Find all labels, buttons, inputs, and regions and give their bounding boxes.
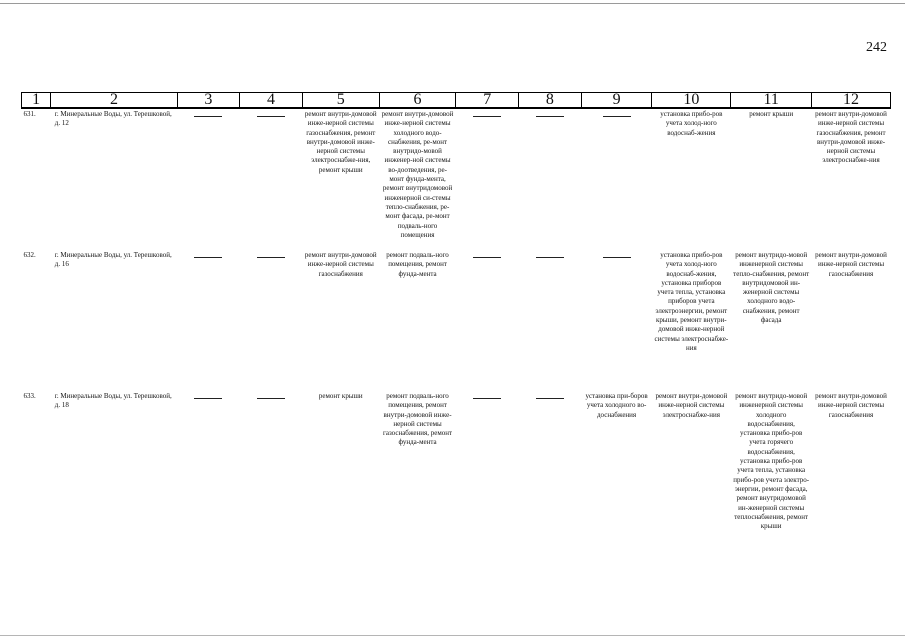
empty-dash (473, 116, 501, 117)
table-cell (519, 250, 582, 391)
table-cell: ремонт внутри-домовой инже-нерной системы газоснабжения (304, 251, 377, 278)
column-header: 3 (177, 93, 240, 109)
table-row (22, 391, 891, 531)
row-number: 632. (23, 251, 36, 259)
works-table (21, 92, 891, 531)
empty-dash (194, 116, 222, 117)
table-cell: установка прибо-ров учета холод-ного водоснаб-жения, установка приборов учета тепла, установка приборов учета электроэнергии, ремонт крыши, ремонт внутри-домовой инже-нерной системы электроснабже-ния (654, 251, 729, 352)
column-header: 6 (379, 93, 456, 109)
row-number: 631. (23, 110, 36, 118)
table-cell (519, 108, 582, 250)
table-cell (519, 391, 582, 531)
table-cell: ремонт внутри-домовой инже-нерной системы газоснабжения, ремонт внутри-домовой инже-нерной системы электроснабже-ния (815, 110, 887, 165)
row-number: 633. (23, 392, 36, 400)
table-cell (456, 391, 519, 531)
top-rule (0, 3, 905, 4)
empty-dash (194, 398, 222, 399)
table-row (22, 250, 891, 391)
empty-dash (473, 398, 501, 399)
empty-dash (536, 116, 564, 117)
empty-dash (257, 398, 285, 399)
empty-dash (194, 257, 222, 258)
column-header: 1 (22, 93, 51, 109)
address-cell: г. Минеральные Воды, ул. Терешковой, д. 16 (54, 251, 172, 269)
table-cell: ремонт внутри-домовой инже-нерной системы газоснабжения, ремонт внутри-домовой инже-нерной системы электроснабже-ния, ремонт крыши (304, 110, 377, 174)
empty-dash (603, 257, 631, 258)
table-cell: ремонт внутри-домовой инже-нерной системы газоснабжения (815, 251, 887, 278)
column-header: 11 (731, 93, 812, 109)
table-cell (456, 250, 519, 391)
empty-dash (257, 116, 285, 117)
table-cell (240, 391, 303, 531)
column-header: 5 (302, 93, 379, 109)
table-row (22, 108, 891, 250)
column-header: 10 (652, 93, 731, 109)
empty-dash (257, 257, 285, 258)
column-header: 2 (51, 93, 177, 109)
empty-dash (536, 257, 564, 258)
column-header: 8 (519, 93, 582, 109)
column-header: 7 (456, 93, 519, 109)
table-cell: установка прибо-ров учета холод-ного водоснаб-жения (660, 110, 723, 137)
empty-dash (536, 398, 564, 399)
table-cell (240, 250, 303, 391)
table-cell: ремонт крыши (318, 392, 363, 400)
table-cell: ремонт внутри-домовой инже-нерной системы газоснабжения (815, 392, 887, 419)
column-header: 12 (812, 93, 891, 109)
header-row (22, 93, 891, 109)
table-cell (240, 108, 303, 250)
table-cell: ремонт внутри-домовой инже-нерной системы электроснабже-ния (655, 392, 728, 419)
empty-dash (473, 257, 501, 258)
table-cell (177, 250, 240, 391)
table-cell: ремонт подваль-ного помещения, ремонт внутри-домовой инже-нерной системы газоснабжения, ремонт фунда-мента (382, 392, 453, 447)
table-cell: ремонт подваль-ного помещения, ремонт фунда-мента (386, 251, 449, 278)
table-cell (177, 391, 240, 531)
table-cell: ремонт крыши (749, 110, 794, 118)
empty-dash (603, 116, 631, 117)
table-cell: ремонт внутридо-мовой инженерной системы холодного водоснабжения, установка прибо-ров учета горячего водоснабжения, установка прибо-ров учета тепла, установка прибо-ров учета электро-энергии, ремонт фасада, ремонт внутридомовой ин-женерной системы теплоснабжения, ремонт крыши (733, 392, 810, 531)
table-cell: установка при-боров учета холодного во-доснабжения (585, 392, 648, 419)
table-cell (456, 108, 519, 250)
address-cell: г. Минеральные Воды, ул. Терешковой, д. 12 (54, 110, 172, 128)
bottom-rule (0, 635, 905, 636)
column-header: 9 (581, 93, 652, 109)
table-cell (177, 108, 240, 250)
table-cell (581, 108, 652, 250)
table-cell (581, 250, 652, 391)
column-header: 4 (240, 93, 303, 109)
address-cell: г. Минеральные Воды, ул. Терешковой, д. 18 (54, 392, 172, 410)
table-cell: ремонт внутри-домовой инже-нерной системы холодного водо-снабжения, ре-монт внутридо-мовой инженер-ной системы во-доотведения, ре-монт фунда-мента, ремонт внутридомовой инженерной си-стемы тепло-снабжения, ре-монт фасада, ре-монт подваль-ного помещения (381, 110, 454, 239)
page-number: 242 (866, 40, 887, 55)
table-cell: ремонт внутридо-мовой инженерной системы тепло-снабжения, ремонт внутридомовой ин-женерной системы холодного водо-снабжения, ремонт фасада (733, 251, 810, 325)
